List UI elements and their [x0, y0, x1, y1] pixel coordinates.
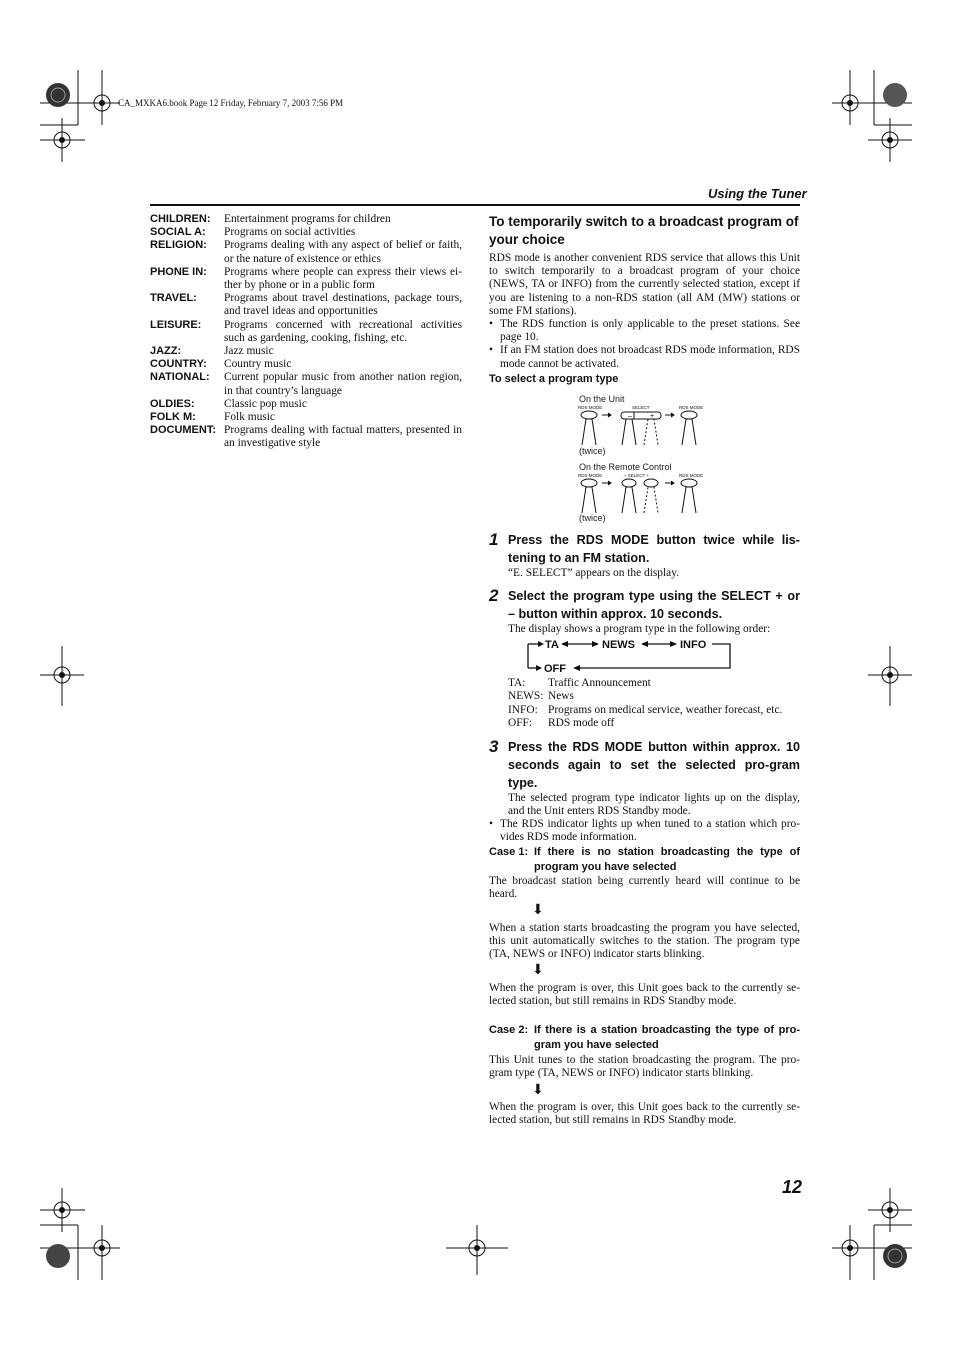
subheading-select-program: To select a program type — [489, 373, 619, 385]
rds-mode-button-icon — [581, 411, 597, 419]
definition-row: INFO: Programs on medical service, weather forecast, etc. — [508, 703, 783, 716]
genre-row-document: DOCUMENT: Programs dealing with factual matters, presented in an investigative style — [150, 424, 462, 450]
step-1-title: Press the RDS MODE button twice while lis-tening to an FM station. — [508, 533, 800, 565]
step-2-title: Select the program type using the SELECT + or – button within approx. 10 seconds. — [508, 589, 800, 621]
case-1-paragraph-1: The broadcast station being currently heard will continue to be heard. — [489, 875, 800, 901]
cycle-ta: TA — [545, 639, 559, 651]
unit-button-diagram — [576, 403, 706, 451]
case-2-paragraph-1: This Unit tunes to the station broadcasting the program. The pro-gram type (TA, NEWS or INFO) indicator starts blinking. — [489, 1054, 800, 1080]
case-1-heading: Case 1: If there is no station broadcasting the type of program you have selected — [489, 846, 800, 873]
genre-row-social: SOCIAL A: Programs on social activities — [150, 226, 356, 239]
remote-button-diagram — [576, 471, 706, 519]
cycle-news: NEWS — [602, 639, 635, 651]
plus-label: + — [650, 413, 655, 420]
genre-row-national: NATIONAL: Current popular music from another nation region, in that country’s language — [150, 371, 462, 397]
rds-mode-button-icon — [581, 479, 597, 487]
section-title: Using the Tuner — [708, 186, 807, 201]
select-plus-button-icon — [644, 479, 658, 487]
case-2-heading: Case 2: If there is a station broadcasting the type of pro-gram you have selected — [489, 1024, 800, 1051]
rds-mode-label: RDS MODE — [578, 473, 603, 478]
rds-mode-label: RDS MODE — [679, 405, 704, 410]
genre-row-jazz: JAZZ: Jazz music — [150, 345, 274, 358]
twice-label: (twice) — [579, 446, 606, 456]
remote-label: On the Remote Control — [579, 462, 672, 472]
main-heading: To temporarily switch to a broadcast program of your choice — [489, 214, 799, 247]
step-3-title: Press the RDS MODE button within approx. 10 seconds again to set the selected pro-gram type. — [508, 740, 800, 790]
select-minus-button-icon — [622, 479, 636, 487]
finger-icon — [644, 419, 658, 445]
finger-icon — [682, 419, 696, 445]
rds-mode-button-icon — [681, 479, 697, 487]
case-2-paragraph-2: When the program is over, this Unit goes back to the currently se-lected station, but still remains in RDS Standby mode. — [489, 1101, 800, 1127]
genre-row-oldies: OLDIES: Classic pop music — [150, 397, 307, 410]
genre-row-country: COUNTRY: Country music — [150, 358, 292, 371]
step-1-text: “E. SELECT” appears on the display. — [508, 567, 680, 579]
genre-row-leisure: LEISURE: Programs concerned with recreational activities such as gardening, cooking, fishing, etc. — [150, 318, 462, 344]
definition-row: OFF: RDS mode off — [508, 717, 615, 730]
case-1-paragraph-3: When the program is over, this Unit goes back to the currently se-lected station, but still remains in RDS Standby mode. — [489, 982, 800, 1008]
finger-icon — [622, 487, 636, 513]
genre-row-folk: FOLK M: Folk music — [150, 411, 275, 424]
rds-mode-label: RDS MODE — [578, 405, 603, 410]
intro-paragraph: RDS mode is another convenient RDS service that allows this Unit to switch temporarily to a broadcast program of your choice (NEWS, TA or INFO) from the currently selected station, except if you are listening to a non-RDS station (all AM (MW) stations or some FM stations). — [489, 252, 800, 317]
down-arrow-icon: ⬇ — [532, 902, 544, 918]
cycle-off: OFF — [544, 663, 566, 675]
finger-icon — [682, 487, 696, 513]
down-arrow-icon: ⬇ — [532, 1082, 544, 1098]
step-3-text: The selected program type indicator lights up on the display, and the Unit enters RDS Standby mode. — [508, 792, 800, 818]
definition-row: TA: Traffic Announcement — [508, 677, 651, 689]
page-number: 12 — [782, 1177, 803, 1197]
step-2: 2 Select the program type using the SELECT + or – button within approx. 10 seconds. The display shows a program type in the following order: — [489, 586, 800, 635]
cycle-info: INFO — [680, 639, 707, 651]
program-cycle-diagram — [522, 636, 736, 676]
finger-icon — [582, 487, 596, 513]
rds-mode-label: RDS MODE — [679, 473, 704, 478]
bullet-item: • The RDS function is only applicable to the preset stations. See page 10. — [489, 318, 800, 344]
select-label: – SELECT + — [624, 473, 650, 478]
down-arrow-icon: ⬇ — [532, 962, 544, 978]
program-type-definitions — [508, 677, 800, 731]
select-button-icon — [621, 412, 661, 419]
genre-row-religion: RELIGION: Programs dealing with any aspect of belief or faith, or the nature of existence or ethics — [150, 239, 462, 265]
step-3: 3 Press the RDS MODE button within approx. 10 seconds again to set the selected pro-gram type. The selected program type indicator lights up on the display, and the Unit enters RDS Standby mode. — [489, 737, 800, 818]
file-info-line: CA_MXKA6.book Page 12 Friday, February 7, 2003 7:56 PM — [118, 98, 344, 108]
unit-label: On the Unit — [579, 394, 625, 404]
genre-list — [150, 213, 462, 451]
bullet-item: • If an FM station does not broadcast RDS mode information, RDS mode cannot be activated. — [489, 344, 800, 370]
intro-bullets — [489, 318, 800, 371]
rds-mode-button-icon — [681, 411, 697, 419]
genre-row-phone-in: PHONE IN: Programs where people can express their views ei-ther by phone or in a public form — [150, 265, 462, 292]
finger-icon — [644, 487, 658, 513]
select-label: SELECT — [632, 405, 650, 410]
case-1-paragraph-2: When a station starts broadcasting the program you have selected, this unit automatically switches to the station. The program type (TA, NEWS or INFO) indicator starts blinking. — [489, 922, 800, 961]
finger-icon — [622, 419, 636, 445]
twice-label: (twice) — [579, 513, 606, 523]
finger-icon — [582, 419, 596, 445]
genre-row-travel: TRAVEL: Programs about travel destinations, package tours, and travel ideas and opportunities — [150, 292, 462, 318]
header-rule — [150, 204, 800, 206]
step-2-text: The display shows a program type in the following order: — [508, 623, 771, 635]
definition-row: NEWS: News — [508, 690, 574, 703]
step-1: 1 Press the RDS MODE button twice while lis-tening to an FM station. “E. SELECT” appears on the display. — [489, 530, 800, 579]
minus-label: – — [628, 413, 632, 420]
genre-row-children: CHILDREN: Entertainment programs for children — [150, 213, 391, 225]
step-3-bullet: • The RDS indicator lights up when tuned to a station which pro-vides RDS mode information. — [489, 818, 800, 844]
